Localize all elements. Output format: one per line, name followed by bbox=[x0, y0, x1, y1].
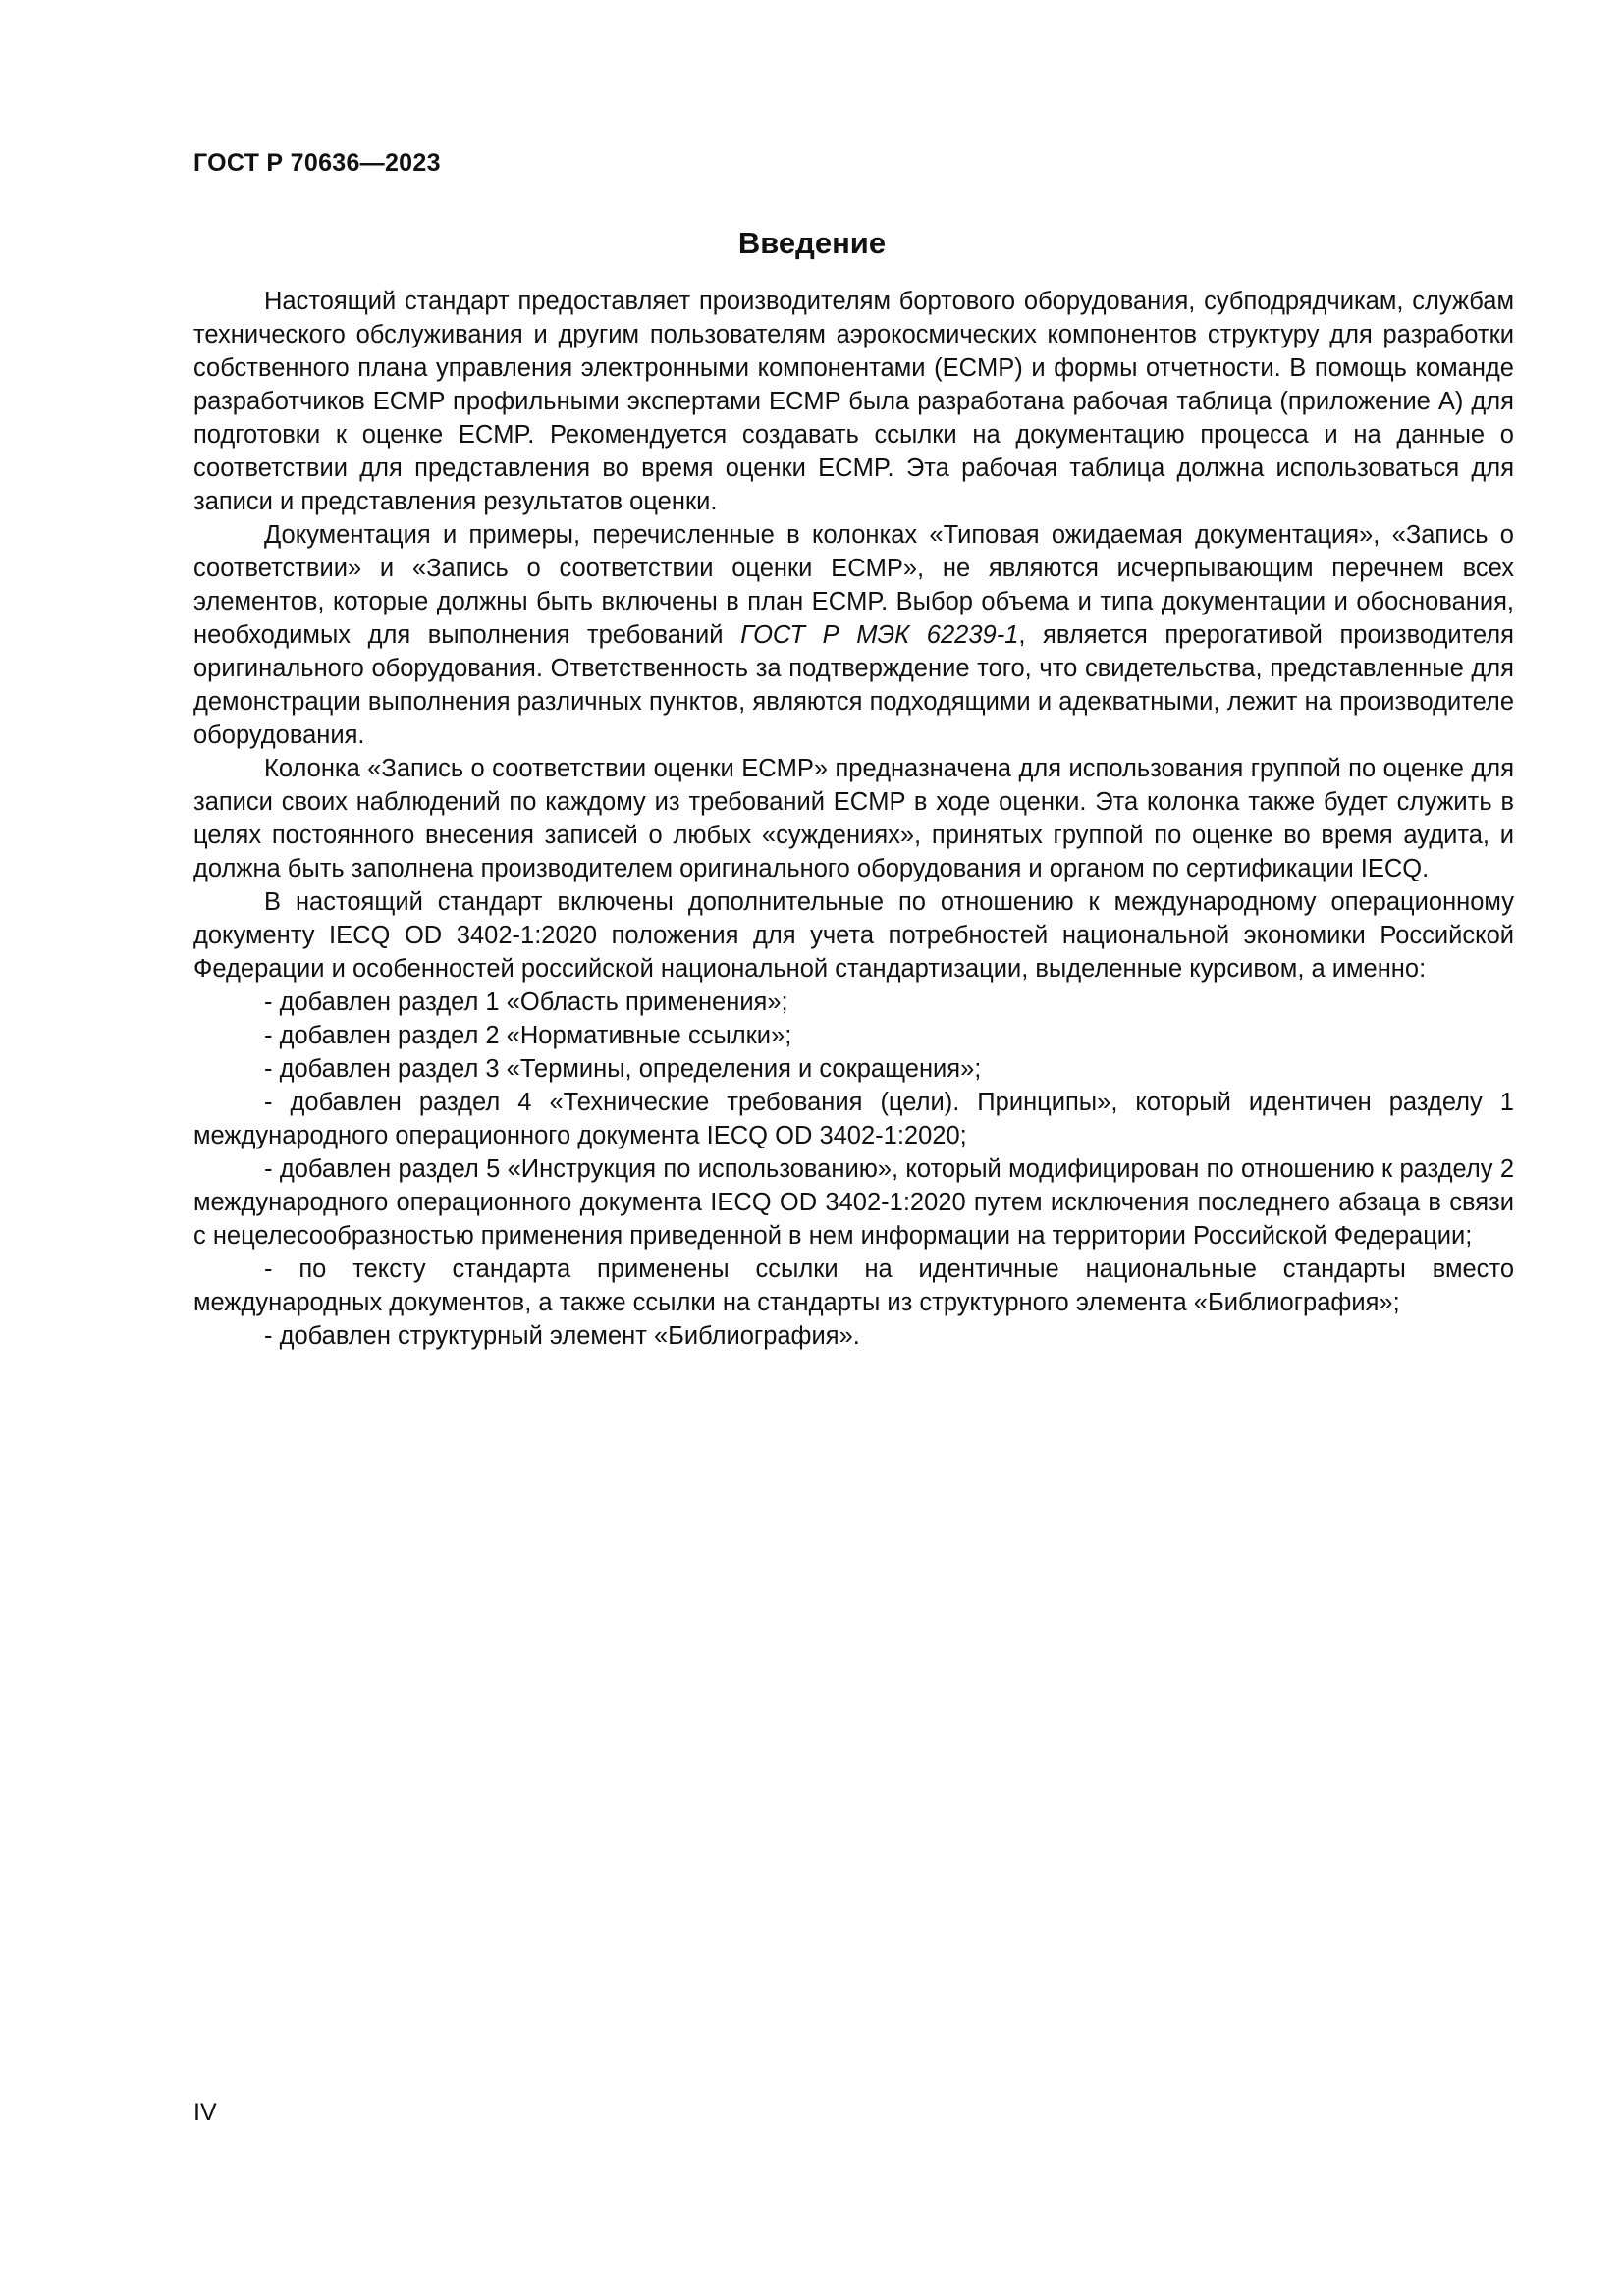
list-item: - добавлен раздел 3 «Термины, определения и сокращения»; bbox=[264, 1055, 982, 1083]
list-item: - добавлен раздел 1 «Область применения»; bbox=[264, 988, 788, 1016]
page-number: IV bbox=[193, 2099, 217, 2126]
list-item: - добавлен раздел 2 «Нормативные ссылки»; bbox=[264, 1022, 792, 1049]
paragraph-2 bbox=[193, 518, 1514, 752]
document-code-header: ГОСТ Р 70636—2023 bbox=[193, 149, 441, 177]
list-item: - добавлен раздел 4 «Технические требования (цели). Принципы», который идентичен разделу 1 международного операционного документа IECQ OD 3402-1:2020; bbox=[193, 1089, 1514, 1149]
paragraph-3: Колонка «Запись о соответствии оценки ECMP» предназначена для использования группой по оценке для записи своих наблюдений по каждому из требований ECMP в ходе оценки. Эта колонка также будет служить в целях постоянного внесения записей о любых «суждениях», принятых группой по оценке во время аудита, и должна быть заполнена производителем оригинального оборудования и органом по сертификации IECQ. bbox=[193, 755, 1514, 882]
list-item: - добавлен раздел 5 «Инструкция по использованию», который модифицирован по отношению к разделу 2 международного операционного документа IECQ OD 3402-1:2020 путем исключения последнего абзаца в связи с нецелесообразностью применения приведенной в нем информации на территории Российской Федерации; bbox=[193, 1155, 1514, 1250]
list-item: - по тексту стандарта применены ссылки на идентичные национальные стандарты вместо международных документов, а также ссылки на стандарты из структурного элемента «Библиография»; bbox=[193, 1255, 1514, 1316]
paragraph-1: Настоящий стандарт предоставляет производителям бортового оборудования, субподрядчикам, службам технического обслуживания и другим пользователям аэрокосмических компонентов структуру для разработки собственного плана управления электронными компонентами (ECMP) и формы отчетности. В помощь команде разработчиков ECMP профильными экспертами ECMP была разработана рабочая таблица (приложение А) для подготовки к оценке ECMP. Рекомендуется создавать ссылки на документацию процесса и на данные о соответствии для представления во время оценки ECMP. Эта рабочая таблица должна использоваться для записи и представления результатов оценки. bbox=[193, 288, 1514, 515]
list-item: - добавлен структурный элемент «Библиография». bbox=[264, 1322, 860, 1350]
standard-reference-italic: ГОСТ Р МЭК 62239-1 bbox=[740, 621, 1019, 649]
paragraph-2-text-start: Документация и примеры, перечисленные в колонках «Типовая ожидаемая документация», «Запись о соответствии» и «Запись о соответствии оценки ECMP», не являются исчерпывающим перечнем всех элементов, которые должны быть включены в план ECMP. Выбор объема и типа документации и обоснования, необходимых для выполнения требований bbox=[193, 521, 1514, 649]
paragraph-4: В настоящий стандарт включены дополнительные по отношению к международному операционному документу IECQ OD 3402-1:2020 положения для учета потребностей национальной экономики Российской Федерации и особенностей российской национальной стандартизации, выделенные курсивом, а именно: bbox=[193, 888, 1514, 983]
introduction-body bbox=[193, 285, 1514, 1353]
paragraph-2-text-end: , является прерогативой производителя оригинального оборудования. Ответственность за подтверждение того, что свидетельства, представленные для демонстрации выполнения различных пунктов, являются подходящими и адекватными, лежит на производителе оборудования. bbox=[193, 621, 1514, 749]
section-title: Введение bbox=[737, 226, 887, 260]
